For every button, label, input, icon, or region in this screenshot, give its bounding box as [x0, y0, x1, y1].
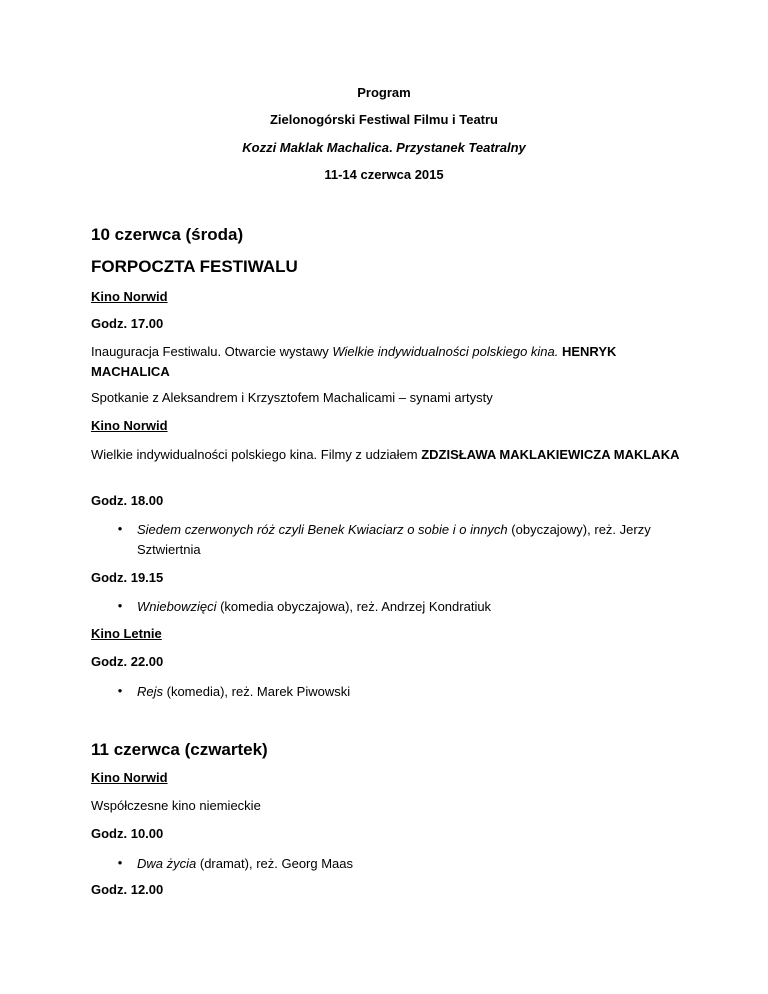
day1-venue-1: Kino Norwid [91, 289, 168, 304]
bullet-icon: ● [117, 601, 123, 610]
festival-dates: 11-14 czerwca 2015 [324, 167, 444, 182]
day2-heading: 11 czerwca (czwartek) [91, 740, 268, 759]
day2-time-2: Godz. 12.00 [91, 882, 164, 897]
day1-paragraph-3: Wielkie indywidualności polskiego kina. Filmy z udziałem ZDZISŁAWA MAKLAKIEWICZA MAKLAKA [91, 447, 680, 462]
day1-venue-2: Kino Norwid [91, 418, 168, 433]
bullet-icon: ● [117, 524, 123, 533]
day2-paragraph-1: Współczesne kino niemieckie [91, 798, 261, 813]
day1-paragraph-2: Spotkanie z Aleksandrem i Krzysztofem Machalicami – synami artysty [91, 390, 493, 405]
bullet-icon: ● [117, 686, 123, 695]
day1-film-3: Rejs (komedia), reż. Marek Piwowski [137, 684, 351, 699]
day1-time-3: Godz. 19.15 [91, 570, 164, 585]
day2-venue-1: Kino Norwid [91, 770, 168, 785]
program-title: Program [357, 85, 411, 100]
day2-film-1: Dwa życia (dramat), reż. Georg Maas [137, 856, 354, 871]
day1-time-2: Godz. 18.00 [91, 493, 164, 508]
day2-time-1: Godz. 10.00 [91, 826, 164, 841]
day1-subheading: FORPOCZTA FESTIWALU [91, 257, 298, 276]
day1-time-4: Godz. 22.00 [91, 654, 164, 669]
day1-film-2: Wniebowzięci (komedia obyczajowa), reż. Andrzej Kondratiuk [137, 599, 492, 614]
festival-name: Zielonogórski Festiwal Filmu i Teatru [269, 112, 498, 127]
bullet-icon: ● [117, 858, 123, 867]
day1-paragraph-1: Inauguracja Festiwalu. Otwarcie wystawy Wielkie indywidualności polskiego kina. HENRYK MACHALICA [91, 344, 617, 379]
festival-subtitle: Kozzi Maklak Machalica. Przystanek Teatralny [242, 140, 526, 155]
day1-heading: 10 czerwca (środa) [91, 225, 244, 244]
day1-film-1: Siedem czerwonych róż czyli Benek Kwiaciarz o sobie i o innych (obyczajowy), reż. Jerzy Sztwiertnia [137, 522, 651, 557]
day1-time-1: Godz. 17.00 [91, 316, 164, 331]
day1-venue-3: Kino Letnie [91, 626, 162, 641]
